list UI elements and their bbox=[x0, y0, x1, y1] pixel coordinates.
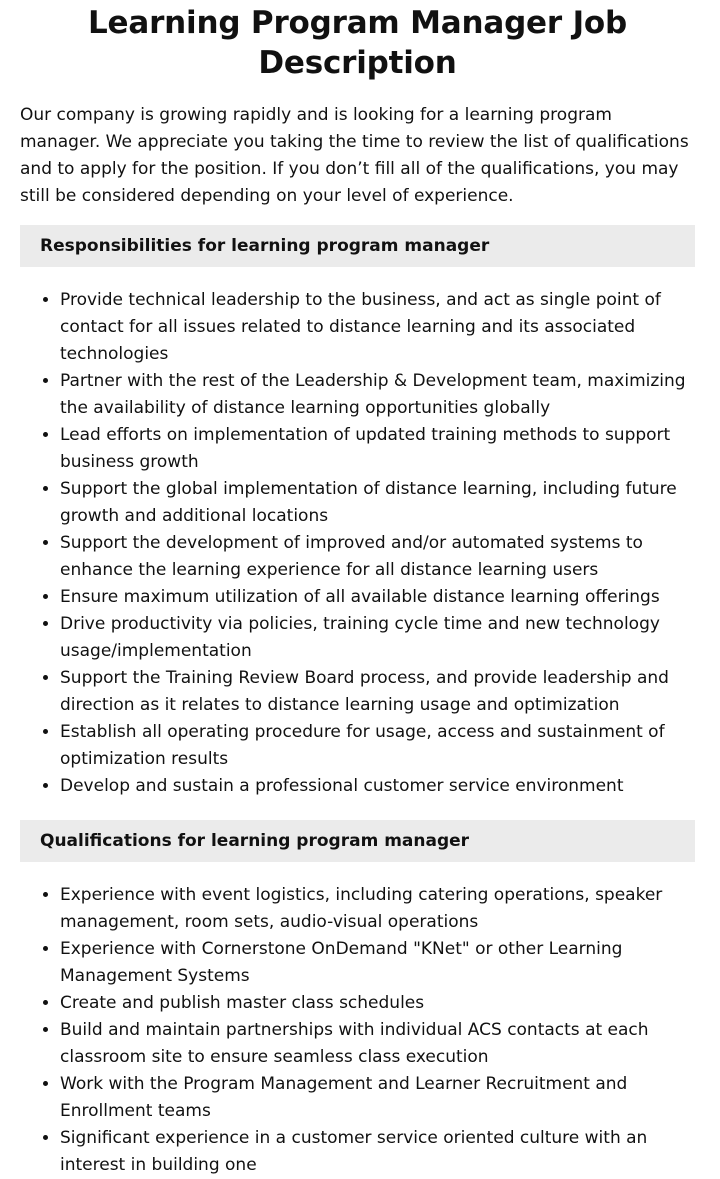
list-item: • Establish all operating procedure for usage, access and sustainment of optimization results bbox=[60, 719, 695, 773]
list-item: • Partner with the rest of the Leadership & Development team, maximizing the availability of distance learning opportunities globally bbox=[60, 368, 695, 422]
list-item: • Support the Training Review Board process, and provide leadership and direction as it relates to distance learning usage and optimization bbox=[60, 665, 695, 719]
list-item: • Ensure maximum utilization of all available distance learning offerings bbox=[60, 584, 695, 611]
qualifications-heading: Qualifications for learning program manager bbox=[20, 820, 695, 862]
list-item: • Provide technical leadership to the business, and act as single point of contact for all issues related to distance learning and its associated technologies bbox=[60, 287, 695, 368]
list-item: • Experience with event logistics, including catering operations, speaker management, room sets, audio-visual operations bbox=[60, 882, 695, 936]
list-item: • Lead efforts on implementation of updated training methods to support business growth bbox=[60, 422, 695, 476]
list-item: • Work with the Program Management and Learner Recruitment and Enrollment teams bbox=[60, 1071, 695, 1125]
page-title: Learning Program Manager Job Description bbox=[87, 5, 627, 81]
qualifications-list bbox=[20, 882, 695, 1179]
list-item: • Support the development of improved and/or automated systems to enhance the learning experience for all distance learning users bbox=[60, 530, 695, 584]
list-item: • Build and maintain partnerships with individual ACS contacts at each classroom site to ensure seamless class execution bbox=[60, 1017, 695, 1071]
list-item: • Create and publish master class schedules bbox=[60, 990, 695, 1017]
list-item: • Experience with Cornerstone OnDemand "KNet" or other Learning Management Systems bbox=[60, 936, 695, 990]
list-item: • Drive productivity via policies, training cycle time and new technology usage/implementation bbox=[60, 611, 695, 665]
list-item: • Significant experience in a customer service oriented culture with an interest in building one bbox=[60, 1125, 695, 1179]
intro-paragraph: Our company is growing rapidly and is looking for a learning program manager. We appreciate you taking the time to review the list of qualifications and to apply for the position. If you don’t fill all of the qualifications, you may still be considered depending on your level of experience. bbox=[20, 105, 689, 206]
responsibilities-heading: Responsibilities for learning program manager bbox=[20, 225, 695, 267]
responsibilities-list bbox=[20, 287, 695, 800]
list-item: • Develop and sustain a professional customer service environment bbox=[60, 773, 695, 800]
list-item: • Support the global implementation of distance learning, including future growth and additional locations bbox=[60, 476, 695, 530]
